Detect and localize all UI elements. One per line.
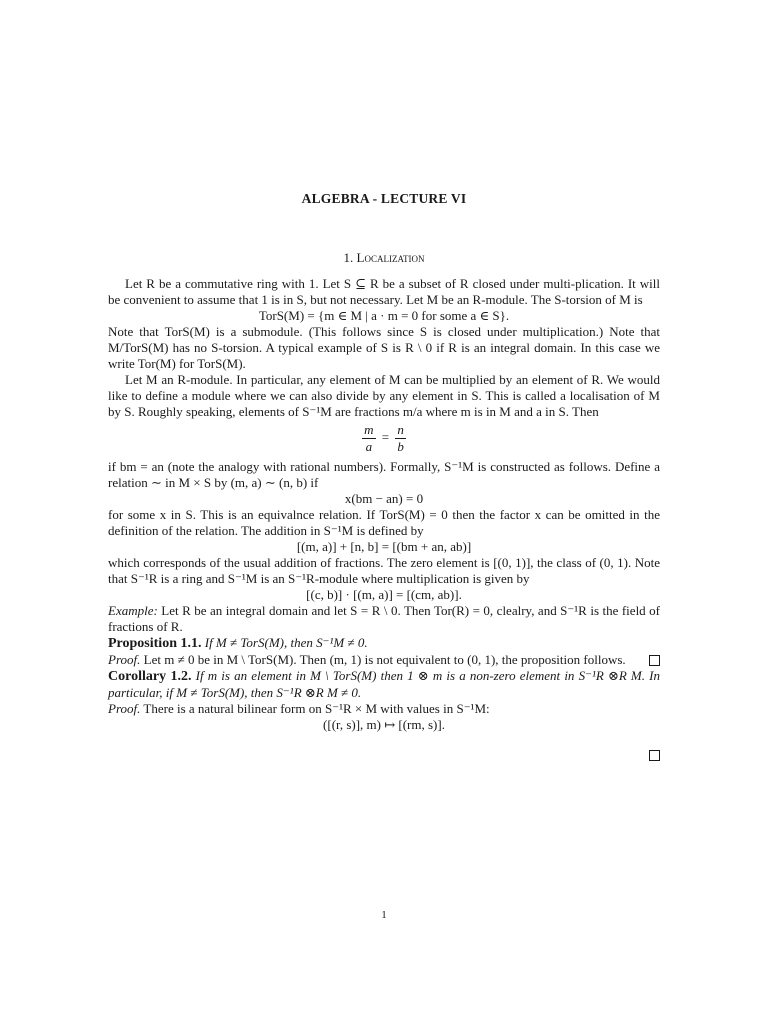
equation-addition: [(m, a)] + [n, b] = [(bm + an, ab)] xyxy=(296,539,472,554)
equation-torsion: TorS(M) = {m ∈ M | a · m = 0 for some a ∈ S}. xyxy=(258,308,510,323)
example-block xyxy=(108,603,660,635)
fraction-right xyxy=(395,422,406,455)
equation-fractions xyxy=(108,422,660,455)
section-heading xyxy=(0,250,768,266)
equation-relation: x(bm − an) = 0 xyxy=(344,491,424,506)
fraction-left xyxy=(362,422,375,455)
equation-bilinear: ([(r, s)], m) ↦ [(rm, s)]. xyxy=(323,717,445,732)
proposition-text: If M ≠ TorS(M), then S⁻¹M ≠ 0. xyxy=(201,635,368,650)
example-text: Let R be an integral domain and let S = R \ 0. Then Tor(R) = 0, clealry, and S⁻¹R is the field of fractions of R. xyxy=(108,603,660,634)
corollary-label: Corollary 1.2. xyxy=(108,669,192,684)
proof-2-text: There is a natural bilinear form on S⁻¹R × M with values in S⁻¹M: xyxy=(140,701,490,716)
proof-1-text: Let m ≠ 0 be in M \ TorS(M). Then (m, 1) is not equivalent to (0, 1), the proposition follows. xyxy=(140,652,626,667)
paragraph-zero-element: which corresponds of the usual addition of fractions. The zero element is [(0, 1)], the class of (0, 1). Note that S⁻¹R is a ring and S⁻¹M is an S⁻¹R-module where multiplication is given by xyxy=(108,555,660,586)
page-number: 1 xyxy=(381,909,387,921)
proof-block-2 xyxy=(108,701,660,717)
paragraph-intro: Let R be a commutative ring with 1. Let S ⊆ R be a subset of R closed under multi-plication. It will be convenient to assume that 1 is in S, but not necessary. Let M be an R-module. The S-torsion of M is xyxy=(108,276,660,307)
equals-sign: = xyxy=(381,429,390,445)
section-name: Localization xyxy=(356,250,425,265)
proof-block-1 xyxy=(108,652,660,668)
proposition-label: Proposition 1.1. xyxy=(108,636,202,651)
corollary-text: If m is an element in M \ TorS(M) then 1 ⊗ m is a non-zero element in S⁻¹R ⊗R M. In particular, if M ≠ TorS(M), then S⁻¹R ⊗R M ≠ 0. xyxy=(108,668,660,700)
section-number: 1. xyxy=(343,250,354,265)
page-title: ALGEBRA - LECTURE VI xyxy=(301,191,467,206)
paragraph-equivalence: for some x in S. This is an equivalnce relation. If TorS(M) = 0 then the factor x can be omitted in the definition of the relation. The addition in S⁻¹M is defined by xyxy=(108,507,660,538)
fraction-left-denominator: a xyxy=(365,439,373,454)
corollary-block xyxy=(108,668,660,701)
qed-square-icon xyxy=(649,750,660,761)
example-label: Example: xyxy=(108,603,158,618)
paragraph-localisation: Let M an R-module. In particular, any element of M can be multiplied by an element of R. We would like to define a module where we can also divide by any element in S. This is called a localisation of M by S. Roughly speaking, elements of S⁻¹M are fractions m/a where m is in M and a in S. Then xyxy=(108,372,660,419)
fraction-left-numerator: m xyxy=(364,422,374,437)
qed-line xyxy=(108,747,660,763)
fraction-right-numerator: n xyxy=(397,422,404,437)
proof-2-label: Proof. xyxy=(108,701,141,716)
equation-multiplication: [(c, b)] · [(m, a)] = [(cm, ab)]. xyxy=(306,587,462,602)
proof-1-label: Proof. xyxy=(108,652,141,667)
proposition-block xyxy=(108,635,660,652)
paragraph-relation: if bm = an (note the analogy with rational numbers). Formally, S⁻¹M is constructed as follows. Define a relation ∼ in M × S by (m, a) ∼ (n, b) if xyxy=(108,459,660,490)
paragraph-submodule: Note that TorS(M) is a submodule. (This follows since S is closed under multiplication.) Note that M/TorS(M) has no S-torsion. A typical example of S is R \ 0 if R is an integral domain. In this case we write Tor(M) for TorS(M). xyxy=(108,324,660,371)
fraction-right-denominator: b xyxy=(397,439,404,454)
document-body xyxy=(108,276,660,763)
qed-square-icon xyxy=(649,655,660,666)
